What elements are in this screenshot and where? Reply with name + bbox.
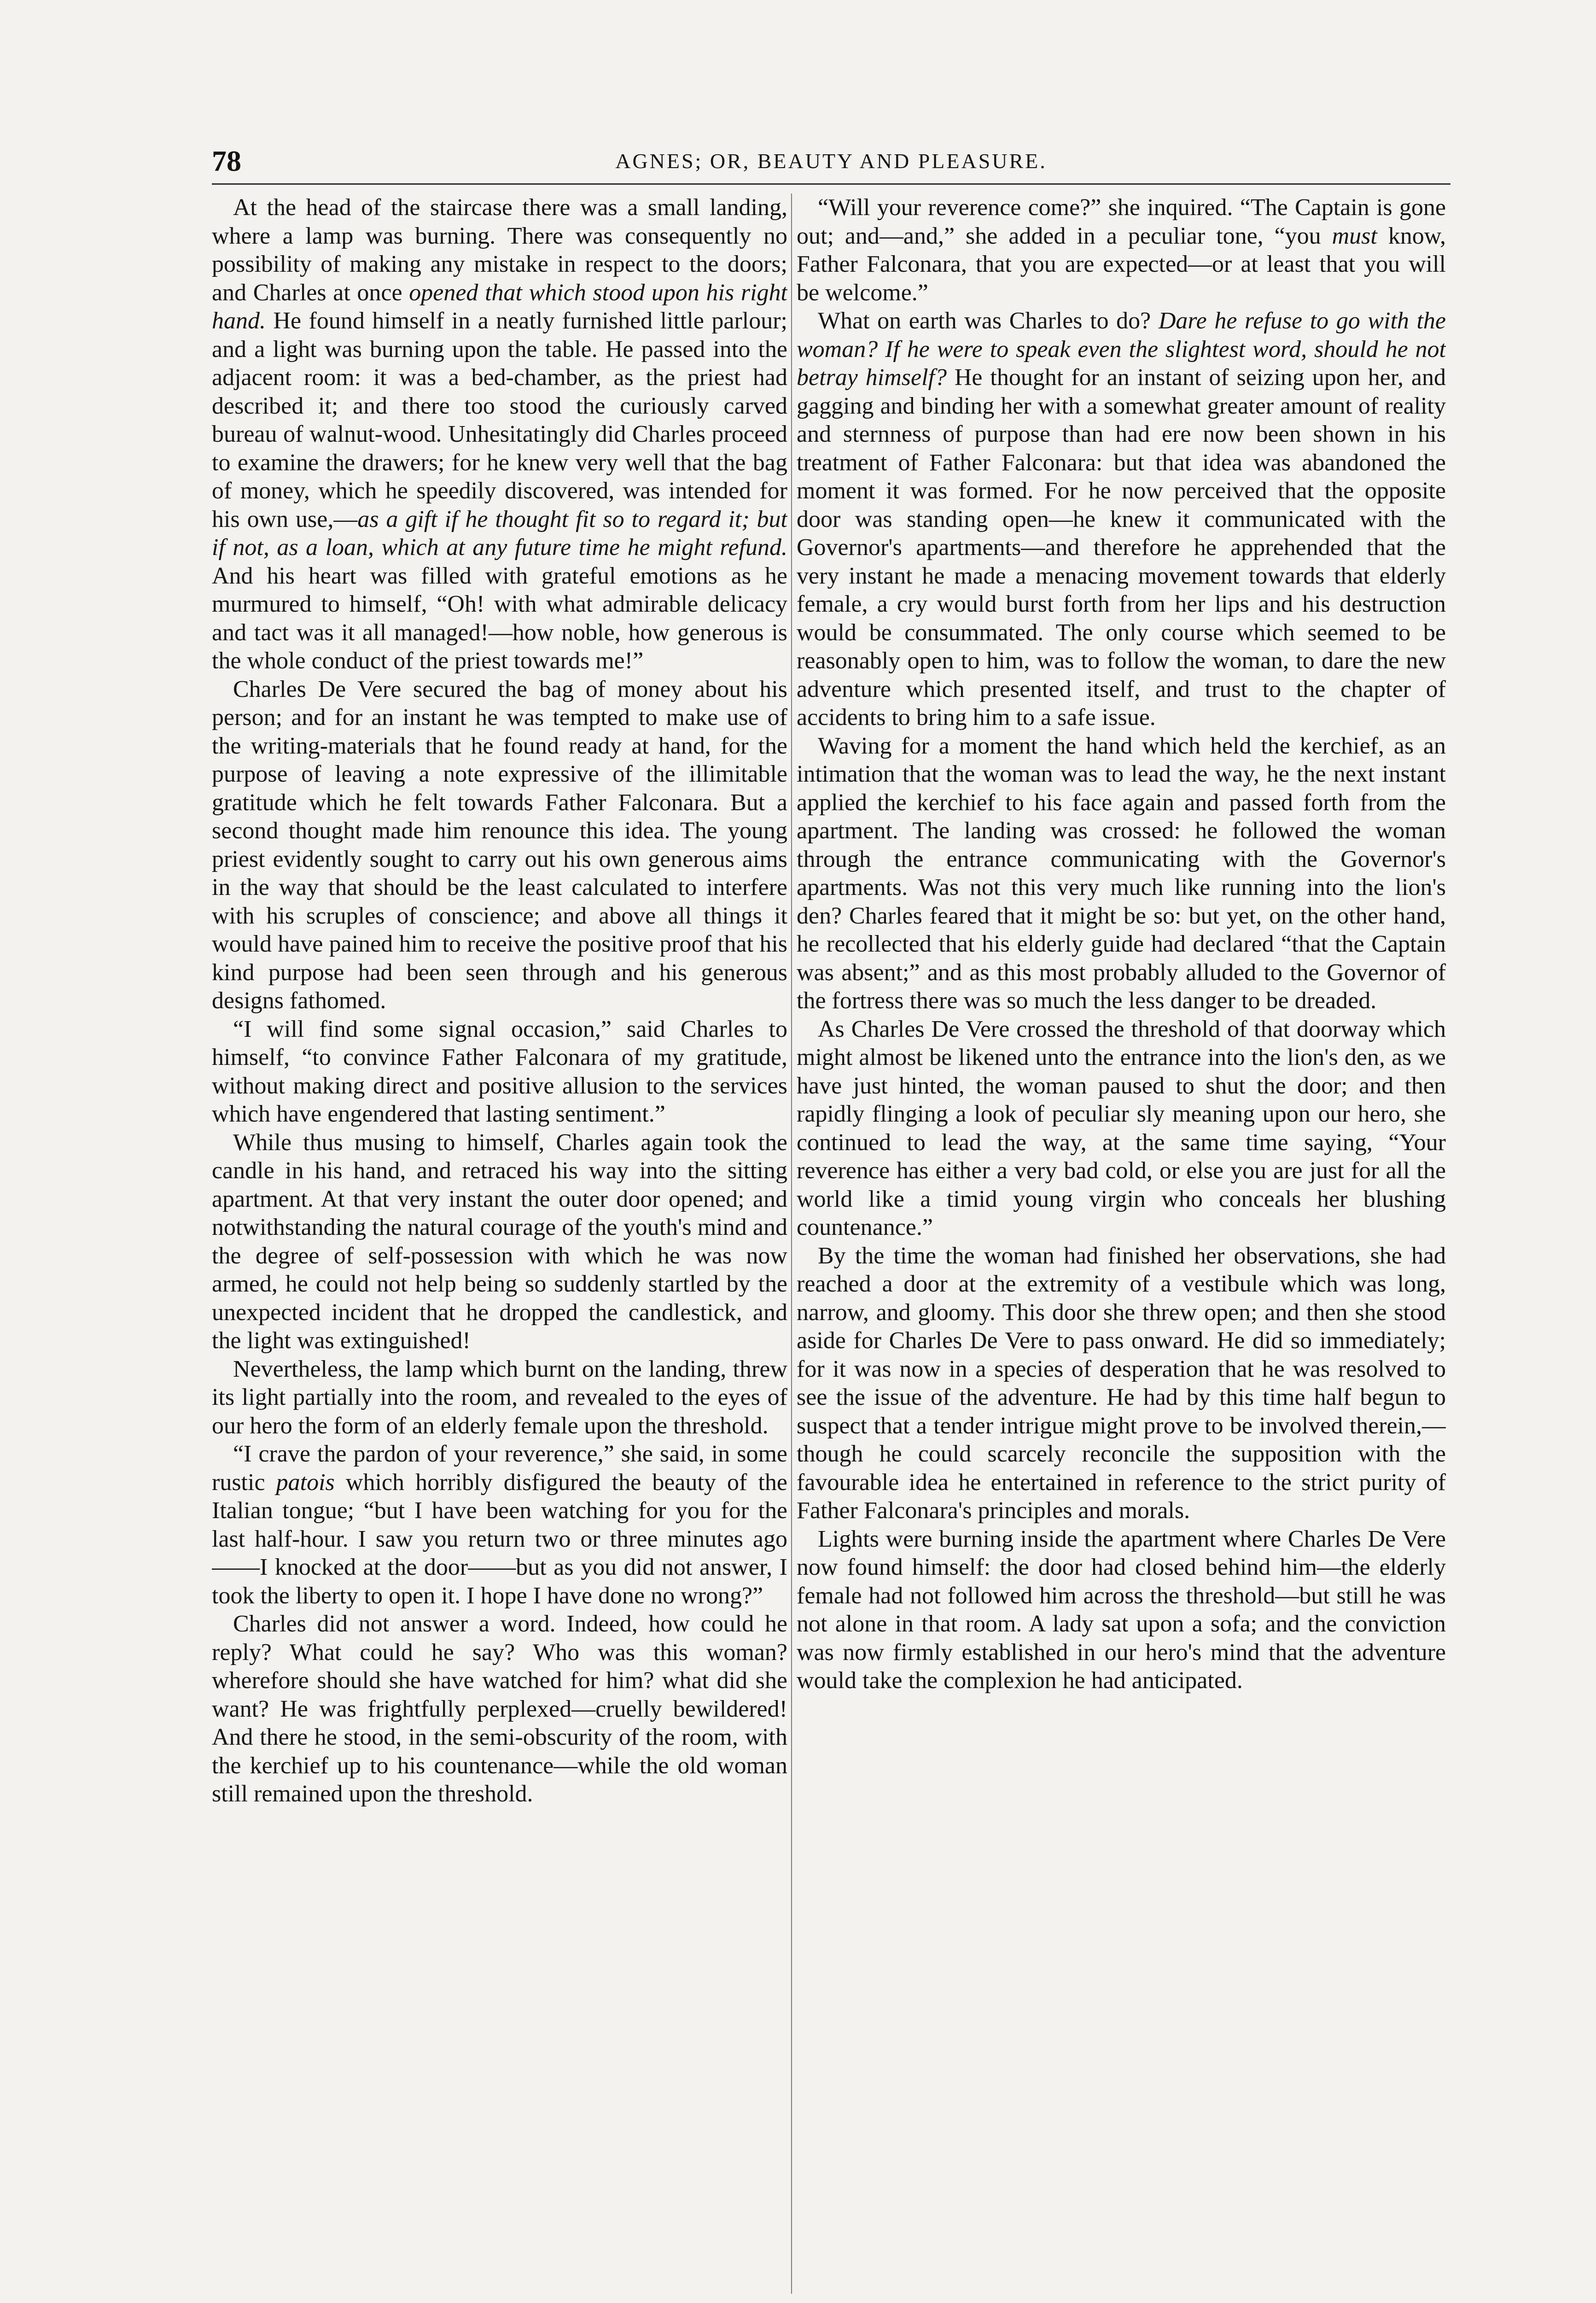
italic-run: patois: [276, 1469, 335, 1496]
paragraph: Nevertheless, the lamp which burnt on the landing, threw its light partially into the room, and revealed to the eyes of our hero the form of an elderly female upon the threshold.: [212, 1356, 787, 1439]
italic-run: opened that which stood upon his right hand.: [212, 279, 787, 334]
column-divider: [791, 193, 792, 2294]
text-run: What on earth was Charles to do?: [818, 308, 1159, 334]
header-rule: [212, 183, 1450, 185]
paragraph: Charles did not answer a word. Indeed, how could he reply? What could he say? Who was this woman? wherefore should she have watched for him? what did she want? He was frightfully perplexed—cruelly bewildered! And there he stood, in the semi-obscurity of the room, with the kerchief up to his countenance—while the old woman still remained upon the threshold.: [212, 1611, 787, 1807]
text-run: which horribly disfigured the beauty of the Italian tongue; “but I have been watching for you for the last half-hour. I saw you return two or three minutes ago——I knocked at the door——but as you did not answer, I took the liberty to open it. I hope I have done no wrong?”: [212, 1469, 787, 1609]
page-number: 78: [212, 145, 241, 177]
running-title: AGNES; OR, BEAUTY AND PLEASURE.: [615, 149, 1047, 173]
italic-run: Dare he refuse to go with the woman? If he were to speak even the slightest word, should he not betray himself?: [797, 308, 1446, 391]
paragraph: [212, 1440, 787, 1610]
paragraph: By the time the woman had finished her observations, she had reached a door at the extremity of a vestibule which was long, narrow, and gloomy. This door she threw open; and then she stood aside for Charles De Vere to pass onward. He did so immediately; for it was now in a species of desperation that he was resolved to see the issue of the adventure. He had by this time half begun to suspect that a tender intrigue might prove to be involved therein,—though he could scarcely reconcile the supposition with the favourable idea he entertained in reference to the strict purity of Father Falconara's principles and morals.: [797, 1242, 1446, 1524]
paragraph: [212, 193, 787, 675]
right-column: [797, 193, 1446, 2294]
paragraph: While thus musing to himself, Charles again took the candle in his hand, and retraced his way into the sitting apartment. At that very instant the outer door opened; and notwithstanding the natural courage of the youth's mind and the degree of self-possession with which he was now armed, he could not help being so suddenly startled by the unexpected incident that he dropped the candlestick, and the light was extinguished!: [212, 1129, 787, 1354]
text-run: “I crave the pardon of your reverence,” she said, in some rustic: [212, 1441, 787, 1496]
text-run: He found himself in a neatly furnished little parlour; and a light was burning upon the table. He passed into the adjacent room: it was a bed-chamber, as the priest had described it; and there too stood the curiously carved bureau of walnut-wood. Unhesitatingly did Charles proceed to examine the drawers; for he knew very well that the bag of money, which he speedily discovered, was intended for his own use,—: [212, 308, 787, 532]
italic-run: as a gift if he thought fit so to regard it; but if not, as a loan, which at any future time he might refund.: [212, 506, 787, 561]
left-column: [212, 193, 787, 2294]
paragraph: “I will find some signal occasion,” said Charles to himself, “to convince Father Falconara of my gratitude, without making direct and positive allusion to the services which have engendered that lasting sentiment.”: [212, 1016, 787, 1127]
page-header: [212, 138, 1450, 184]
text-run: know, Father Falconara, that you are expected—or at least that you will be welcome.”: [797, 222, 1446, 306]
paragraph: Waving for a moment the hand which held the kerchief, as an intimation that the woman was to lead the way, he the next instant applied the kerchief to his face again and passed forth from the apartment. The landing was crossed: he followed the woman through the entrance communicating with the Governor's apartments. Was not this very much like running into the lion's den? Charles feared that it might be so: but yet, on the other hand, he recollected that his elderly guide had declared “that the Captain was absent;” and as this most probably alluded to the Governor of the fortress there was so much the less danger to be dreaded.: [797, 732, 1446, 1014]
paragraph: As Charles De Vere crossed the threshold of that doorway which might almost be likened unto the entrance into the lion's den, as we have just hinted, the woman paused to shut the door; and then rapidly flinging a look of peculiar sly meaning upon our hero, she continued to lead the way, at the same time saying, “Your reverence has either a very bad cold, or else you are just for all the world like a timid young virgin who conceals her blushing countenance.”: [797, 1016, 1446, 1240]
text-run: He thought for an instant of seizing upon her, and gagging and binding her with a somewhat greater amount of reality and sternness of purpose than had ere now been shown in his treatment of Father Falconara: but that idea was abandoned the moment it was formed. For he now perceived that the opposite door was standing open—he knew it communicated with the Governor's apartments—and therefore he apprehended that the very instant he made a menacing movement towards that elderly female, a cry would burst forth from her lips and his destruction would be consummated. The only course which seemed to be reasonably open to him, was to follow the woman, to dare the new adventure which presented itself, and trust to the chapter of accidents to bring him to a safe issue.: [797, 364, 1446, 731]
italic-run: must: [1332, 222, 1377, 249]
text-run: “Will your reverence come?” she inquired. “The Captain is gone out; and—and,” she added in a peculiar tone, “you: [797, 194, 1446, 249]
paragraph: Charles De Vere secured the bag of money about his person; and for an instant he was tempted to make use of the writing-materials that he found ready at hand, for the purpose of leaving a note expressive of the illimitable gratitude which he felt towards Father Falconara. But a second thought made him renounce this idea. The young priest evidently sought to carry out his own generous aims in the way that should be the least calculated to interfere with his scruples of conscience; and above all things it would have pained him to receive the positive proof that his kind purpose had been seen through and his generous designs fathomed.: [212, 676, 787, 1014]
paragraph: [797, 193, 1446, 307]
text-run: And his heart was filled with grateful emotions as he murmured to himself, “Oh! with what admirable delicacy and tact was it all managed!—how noble, how generous is the whole conduct of the priest towards me!”: [212, 562, 787, 674]
paragraph: [797, 307, 1446, 732]
text-run: At the head of the staircase there was a small landing, where a lamp was burning. There was consequently no possibility of making any mistake in respect to the doors; and Charles at once: [212, 194, 787, 306]
paragraph: Lights were burning inside the apartment where Charles De Vere now found himself: the door had closed behind him—the elderly female had not followed him across the threshold—but still he was not alone in that room. A lady sat upon a sofa; and the conviction was now firmly established in our hero's mind that the adventure would take the complexion he had anticipated.: [797, 1526, 1446, 1694]
